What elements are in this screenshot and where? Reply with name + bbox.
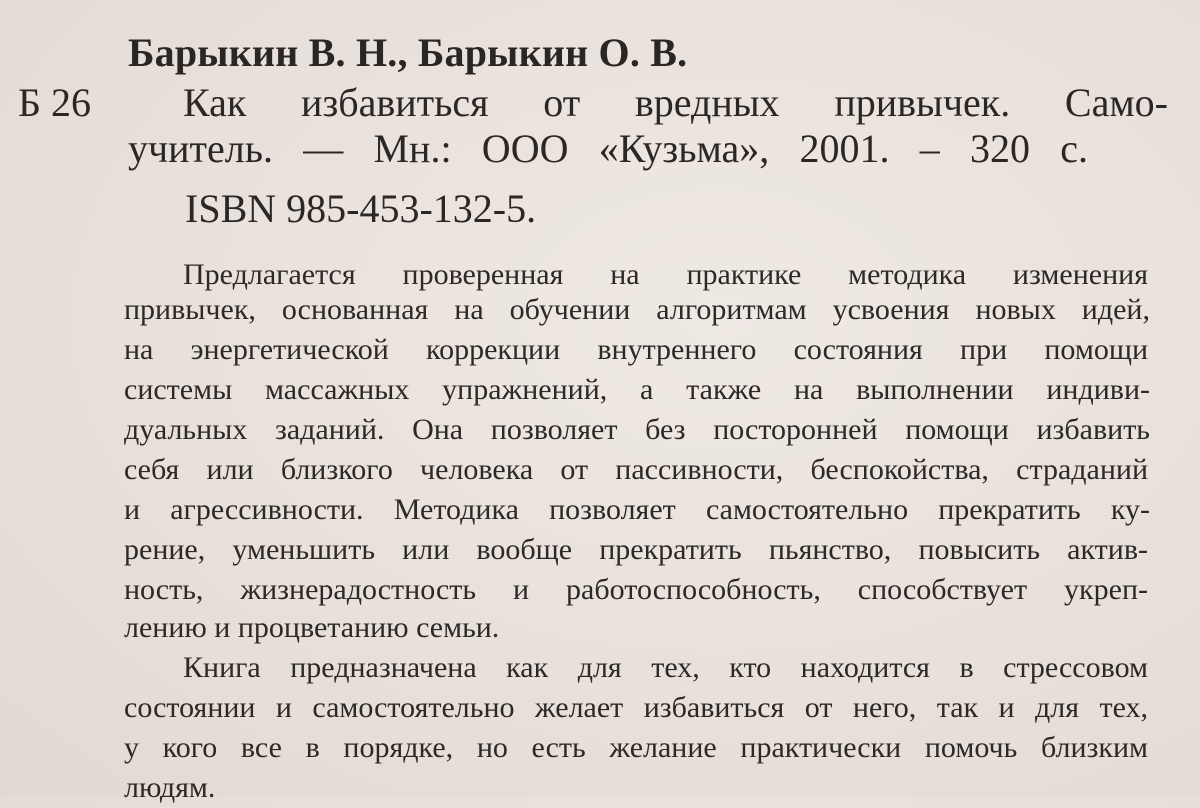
isbn: ISBN 985-453-132-5.: [185, 186, 537, 231]
annotation-line: на энергетической коррекции внутреннего состояния при помощи: [124, 333, 1148, 366]
annotation-line: рение, уменьшить или вообще прекратить пьянство, повысить актив-: [124, 533, 1148, 566]
annotation-line: ность, жизнерадостность и работоспособность, способствует укреп-: [124, 573, 1148, 606]
annotation-line: Предлагается проверенная на практике методика изменения: [183, 258, 1148, 291]
title-line-1: Как избавиться от вредных привычек. Само-: [183, 80, 1168, 125]
annotation-line: системы массажных упражнений, а также на выполнении индиви-: [124, 373, 1150, 406]
annotation-line: себя или близкого человека от пассивности, беспокойства, страданий: [124, 453, 1148, 486]
annotation-line: Книга предназначена как для тех, кто находится в стрессовом: [183, 651, 1148, 684]
annotation-line: привычек, основанная на обучении алгоритмам усвоения новых идей,: [124, 293, 1150, 326]
annotation-line: у кого все в порядке, но есть желание практически помочь близким: [124, 731, 1148, 764]
annotation-line: дуальных заданий. Она позволяет без посторонней помощи избавить: [124, 413, 1150, 446]
annotation-line: лению и процветанию семьи.: [124, 611, 500, 644]
annotation-line: состоянии и самостоятельно желает избавиться от него, так и для тех,: [124, 691, 1148, 724]
annotation-line: людям.: [124, 771, 216, 804]
annotation-line: и агрессивности. Методика позволяет самостоятельно прекратить ку-: [124, 493, 1150, 526]
authors-heading: Барыкин В. Н., Барыкин О. В.: [128, 30, 688, 75]
bbk-code: Б 26: [18, 80, 91, 125]
title-line-2: учитель. — Мн.: ООО «Кузьма», 2001. – 320 с.: [128, 126, 1088, 171]
